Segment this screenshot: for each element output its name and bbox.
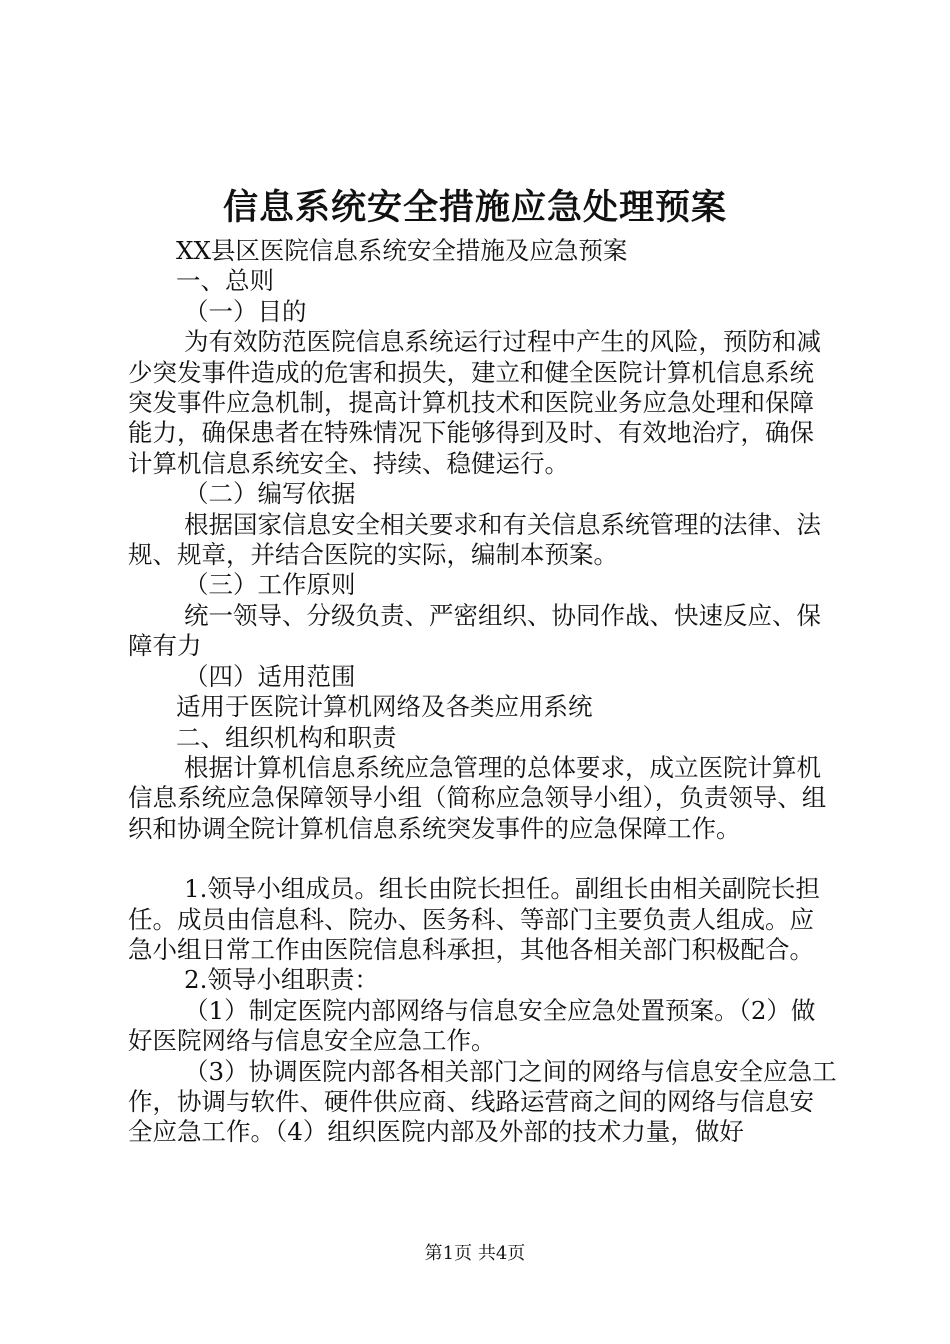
list-item: （3）协调医院内部各相关部门之间的网络与信息安全应急工作，协调与软件、硬件供应商、线路运营商之间的网络与信息安全应急工作。（4）组织医院内部及外部的技术力量，做好 (128, 1056, 837, 1147)
body-paragraph: 适用于医院计算机网络及各类应用系统 (176, 692, 593, 722)
list-item: 1.领导小组成员。组长由院长担任。副组长由相关副院长担任。成员由信息科、院办、医务科、等部门主要负责人组成。应急小组日常工作由医院信息科承担，其他各相关部门积极配合。 (128, 874, 820, 964)
subsection-heading: （二）编写依据 (184, 479, 356, 509)
section-heading: 二、组织机构和职责 (176, 722, 397, 752)
list-item: 2.领导小组职责： (184, 965, 379, 995)
body-paragraph: 根据计算机信息系统应急管理的总体要求，成立医院计算机信息系统应急保障领导小组（简称应急领导小组），负责领导、组织和协调全院计算机信息系统突发事件的应急保障工作。 (128, 752, 827, 843)
list-item: （1）制定医院内部网络与信息安全应急处置预案。（2）做好医院网络与信息安全应急工作。 (128, 995, 816, 1056)
subtitle-paragraph: XX县区医院信息系统安全措施及应急预案 (176, 236, 628, 265)
body-paragraph: 根据国家信息安全相关要求和有关信息系统管理的法律、法规、规章，并结合医院的实际，编制本预案。 (128, 509, 821, 570)
subsection-heading: （三）工作原则 (184, 570, 356, 600)
body-paragraph: 为有效防范医院信息系统运行过程中产生的风险，预防和减少突发事件造成的危害和损失，建立和健全医院计算机信息系统突发事件应急机制，提高计算机技术和医院业务应急处理和保障能力，确保患者在特殊情况下能够得到及时、有效地治疗，确保计算机信息系统安全、持续、稳健运行。 (128, 327, 821, 478)
paragraph-gap (128, 844, 838, 874)
document-title: 信息系统安全措施应急处理预案 (222, 187, 727, 228)
subsection-heading: （四）适用范围 (184, 661, 356, 691)
document-body (128, 236, 838, 1148)
section-heading: 一、总则 (176, 266, 274, 296)
page-footer: 第1页 共4页 (424, 1243, 526, 1264)
body-paragraph: 统一领导、分级负责、严密组织、协同作战、快速反应、保障有力 (128, 600, 821, 661)
subsection-heading: （一）目的 (184, 296, 307, 326)
